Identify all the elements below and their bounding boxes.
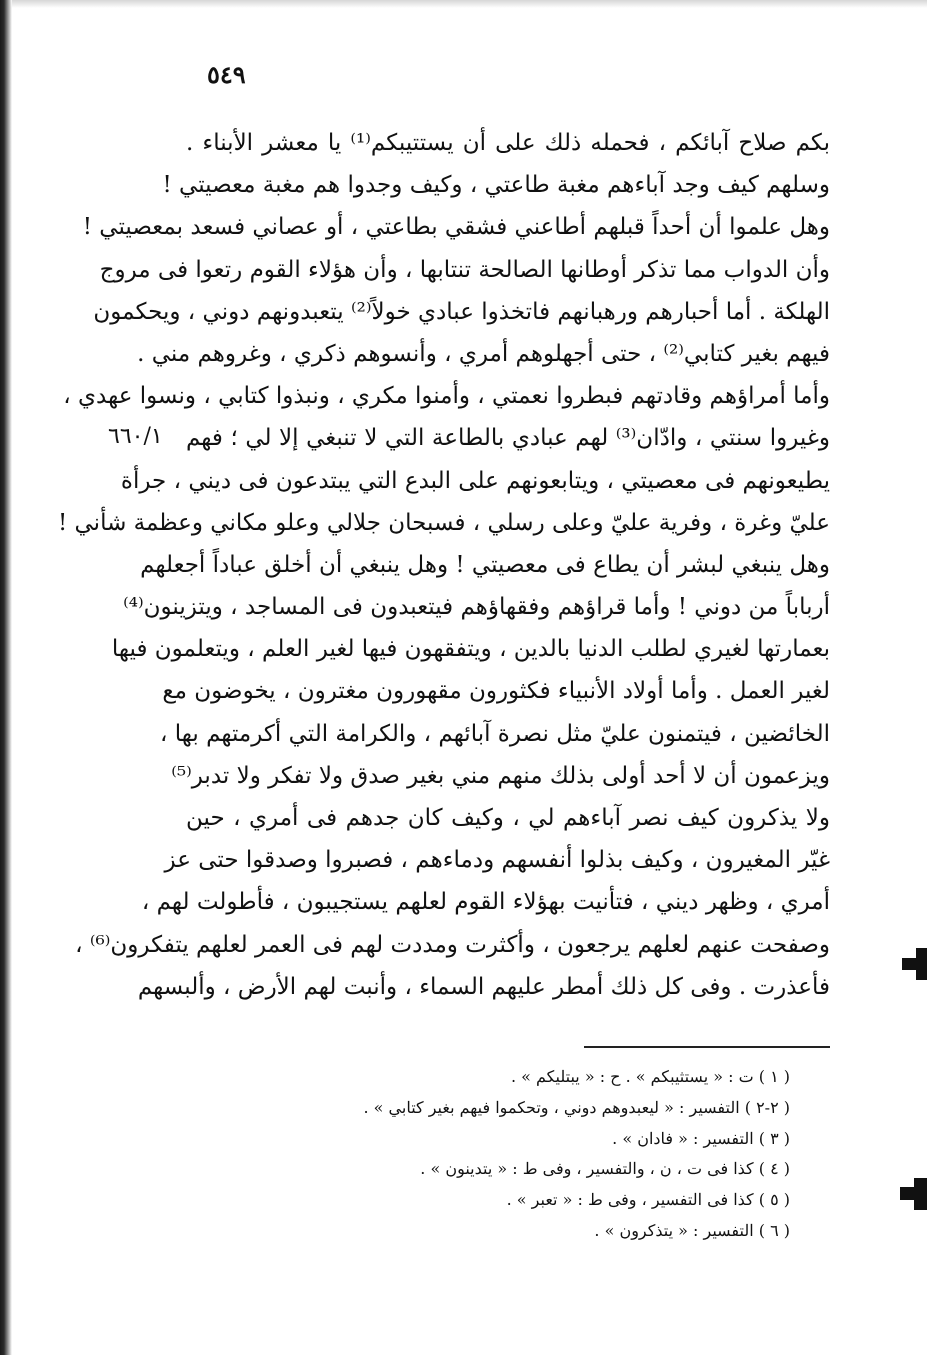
page-number: ٥٤٩ [207, 60, 246, 89]
footnote: ( ٦ ) التفسير : « يتذكرون » . [594, 1220, 790, 1240]
text-line: أمري ، وظهر ديني ، فتأنيت بهؤلاء القوم لعلهم يستجيبون ، فأطولت لهم ، [141, 889, 830, 916]
text-line: وهل ينبغي لبشر أن يطاع فى معصيتي ! وهل ينبغي أن أخلق عباداً أجعلهم [140, 551, 830, 578]
text-line: الخائضين ، فيتمنون عليّ مثل نصرة آبائهم ، والكرامة التي أكرمتهم بها ، [160, 720, 830, 747]
footnote: ( ٢-٢ ) التفسير : « ليعبدوهم دوني ، وتحكموا فيهم بغير كتابي » . [363, 1097, 790, 1117]
margin-reference: ٦٦٠/١ [108, 424, 163, 449]
text-line: ولا يذكرون كيف نصر آباءهم لي ، وكيف كان جدهم فى أمري ، حين [186, 805, 830, 831]
text-line: غيّر المغيرون ، وكيف بذلوا أنفسهم ودماءهم ، فصبروا وصدقوا حتى عز [164, 847, 830, 874]
footnote: ( ٤ ) كذا فى ت ، ن ، والتفسير ، وفى ط : « يتدينون » . [420, 1159, 790, 1179]
text-line: بكم صلاح آبائكم ، فحمله ذلك على أن يستتيبكم⁽¹⁾ يا معشر الأبناء . [186, 130, 830, 156]
text-line: وسلهم كيف وجد آباءهم مغبة طاعتي ، وكيف وجدوا هم مغبة معصيتي ! [162, 172, 830, 199]
text-line: فأعذرت . وفى كل ذلك أمطر عليهم السماء ، وأنبت لهم الأرض ، وألبسهم [137, 973, 830, 1000]
footnote-separator [584, 1046, 830, 1048]
text-line: لغير العمل . وأما أولاد الأنبياء فكثورون مقهورون مغترون ، يخوضون مع [162, 678, 830, 705]
scan-binding-edge [0, 0, 12, 1355]
scan-top-shadow [0, 0, 927, 8]
text-line: يطيعونهم فى معصيتي ، ويتابعونهم على البدع التي يبتدعون فى ديني ، جرأة [120, 467, 830, 494]
text-line: أرباباً من دوني ! وأما قراؤهم وفقهاؤهم فيتعبدون فى المساجد ، ويتزينون⁽⁴⁾ [123, 594, 830, 621]
footnote: ( ٥ ) كذا فى التفسير ، وفى ط : « تعبر » . [506, 1190, 790, 1210]
footnotes [300, 1062, 790, 1247]
scan-clip-mark [914, 1178, 927, 1210]
text-line: عليّ وغرة ، وفرية عليّ وعلى رسلي ، فسبحان جلالي وعلو مكاني وعظمة شأني ! [57, 509, 830, 536]
text-line: وهل علموا أن أحداً قبلهم أطاعني فشقي بطاعتي ، أو عصاني فسعد بمعصيتي ! [82, 214, 830, 241]
text-line: وغيروا سنتي ، وادّان⁽³⁾ لهم عبادي بالطاعة التي لا تنبغي إلا لي ؛ فهم [186, 425, 830, 452]
text-line: ويزعمون أن لا أحد أولى بذلك منهم مني بغير صدق ولا تفكر ولا تدبر⁽⁵⁾ [171, 762, 830, 789]
text-line: وأن الدواب مما تذكر أوطانها الصالحة تنتابها ، وأن هؤلاء القوم رتعوا فى مروج [99, 256, 830, 283]
text-line: وأما أمراؤهم وقادتهم فبطروا نعمتي ، وأمنوا مكري ، ونبذوا كتابي ، ونسوا عهدي ، [63, 383, 830, 410]
text-line: الهلكة . أما أحبارهم ورهبانهم فاتخذوا عبادي خولاً⁽²⁾ يتعبدونهم دوني ، ويحكمون [93, 298, 830, 325]
text-line: فيهم بغير كتابي⁽²⁾ ، حتى أجهلوهم أمري ، وأنسوهم ذكري ، وغروهم مني . [137, 340, 830, 367]
text-line: بعمارتها لغيري لطلب الدنيا بالدين ، ويتفقهون فيها لغير العلم ، ويتعلمون فيها [111, 636, 830, 663]
footnote: ( ٣ ) التفسير : « فادان » . [612, 1128, 790, 1148]
text-line: وصفحت عنهم لعلهم يرجعون ، وأكثرت ومددت لهم فى العمر لعلهم يتفكرون⁽⁶⁾ ، [75, 931, 830, 958]
footnote: ( ١ ) ت : « يستثيبكم » . ح : « يبتليكم » . [510, 1067, 790, 1086]
scan-clip-mark [916, 948, 927, 980]
